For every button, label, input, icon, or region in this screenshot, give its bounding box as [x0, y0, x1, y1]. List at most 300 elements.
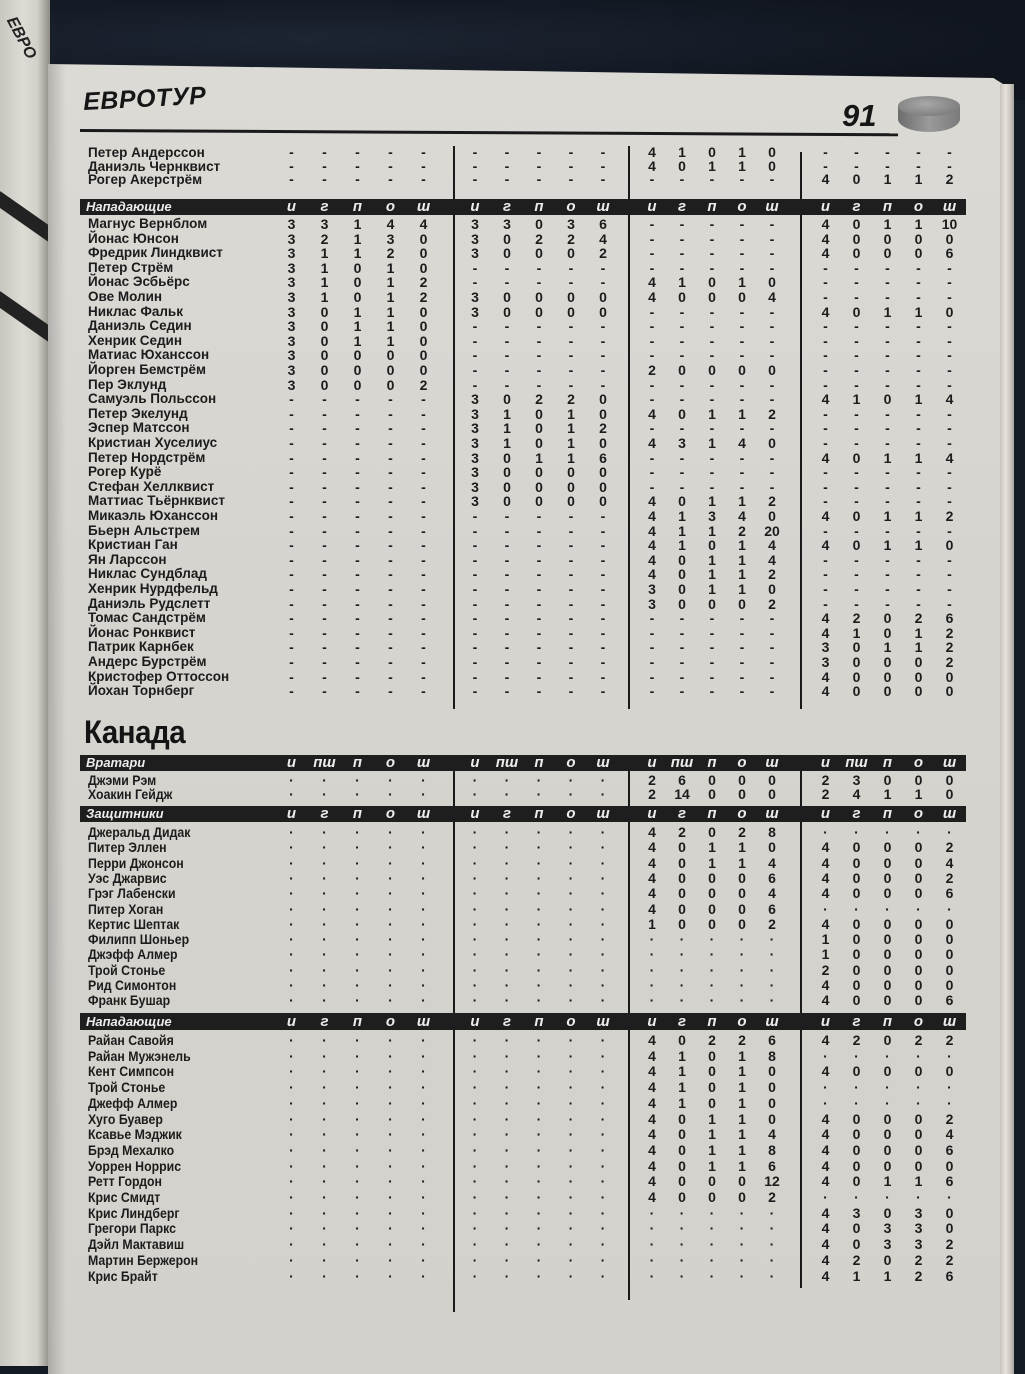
stat-value: 2 — [914, 1267, 923, 1284]
no-data-placeholder: · — [388, 1236, 393, 1253]
no-data-placeholder: · — [355, 931, 360, 948]
no-data-placeholder: · — [289, 839, 294, 856]
tournament-1-stats — [275, 978, 440, 993]
tournament-3-stats — [637, 825, 787, 840]
tournament-3-stats — [637, 902, 787, 917]
no-data-placeholder: · — [536, 1173, 542, 1190]
no-data-placeholder: · — [388, 824, 393, 840]
player-name: Бьерн Альстрем — [88, 522, 200, 538]
column-header: п — [534, 198, 544, 215]
column-header: о — [913, 1013, 924, 1030]
no-data-placeholder: - — [421, 144, 426, 160]
tournament-3-stats — [637, 1159, 787, 1175]
no-data-placeholder: - — [568, 537, 574, 554]
stat-value: 0 — [945, 1157, 954, 1174]
stat-value: 1 — [386, 318, 395, 335]
player-name: Кристиан Хуселиус — [88, 435, 218, 450]
no-data-placeholder: - — [388, 144, 393, 160]
stat-value: 0 — [883, 1032, 892, 1048]
stat-value: 0 — [883, 772, 892, 788]
stat-value: 4 — [648, 900, 656, 917]
stat-value: 0 — [386, 376, 395, 393]
no-data-placeholder: - — [421, 493, 426, 510]
stat-value: 0 — [419, 318, 428, 335]
no-data-placeholder: · — [289, 961, 294, 978]
no-data-placeholder: · — [739, 946, 745, 963]
no-data-placeholder: · — [600, 786, 606, 802]
no-data-placeholder: - — [289, 157, 294, 174]
stat-value: 0 — [567, 478, 575, 495]
no-data-placeholder: - — [289, 405, 294, 422]
tournament-1-stats — [275, 1112, 440, 1128]
no-data-placeholder: - — [947, 274, 952, 291]
no-data-placeholder: · — [421, 1189, 426, 1205]
tournament-3-stats — [637, 947, 787, 962]
no-data-placeholder: · — [388, 1141, 393, 1158]
no-data-placeholder: · — [536, 1267, 542, 1284]
tournament-3-stats — [637, 1206, 787, 1222]
tournament-2-stats — [459, 978, 619, 993]
no-data-placeholder: · — [388, 869, 393, 886]
no-data-placeholder: - — [568, 566, 574, 583]
no-data-placeholder: - — [536, 610, 542, 627]
no-data-placeholder: · — [600, 1047, 606, 1064]
stat-value: 0 — [503, 449, 511, 466]
no-data-placeholder: · — [504, 824, 510, 840]
tournament-4-stats — [810, 465, 965, 480]
column-header: г — [320, 198, 329, 215]
no-data-placeholder: - — [679, 216, 685, 232]
no-data-placeholder: · — [568, 1047, 574, 1064]
no-data-placeholder: - — [885, 259, 890, 276]
no-data-placeholder: · — [536, 931, 542, 948]
no-data-placeholder: · — [600, 1173, 606, 1190]
stat-value: 4 — [821, 171, 830, 187]
no-data-placeholder: · — [739, 992, 745, 1009]
tournament-1-stats — [275, 902, 440, 917]
stat-value: 1 — [738, 157, 746, 174]
tournament-1-stats — [275, 963, 440, 978]
no-data-placeholder: · — [649, 1204, 655, 1221]
no-data-placeholder: · — [504, 992, 510, 1009]
player-name: Хенрик Нурдфельд — [88, 581, 218, 596]
column-header: о — [566, 1013, 576, 1030]
player-row — [0, 787, 1025, 801]
tournament-4-stats — [810, 871, 965, 886]
no-data-placeholder: · — [421, 854, 426, 871]
column-header: и — [286, 1013, 297, 1030]
no-data-placeholder: · — [472, 992, 478, 1009]
tournament-2-stats — [459, 421, 619, 436]
stat-value: 3 — [914, 1220, 923, 1237]
tournament-4-stats — [810, 290, 965, 305]
stat-value: 0 — [914, 772, 923, 788]
no-data-placeholder: - — [823, 522, 828, 539]
stat-value: 2 — [945, 839, 954, 856]
tournament-2-stats — [459, 363, 619, 378]
no-data-placeholder: · — [421, 1204, 426, 1221]
no-data-placeholder: · — [536, 946, 542, 963]
stat-value: 0 — [567, 245, 575, 262]
no-data-placeholder: - — [769, 391, 775, 408]
no-data-placeholder: · — [322, 992, 327, 1009]
stat-value: 0 — [945, 537, 954, 554]
stat-value: 0 — [852, 449, 861, 466]
stat-value: 0 — [852, 1141, 861, 1158]
no-data-placeholder: · — [472, 839, 478, 856]
no-data-placeholder: - — [823, 376, 828, 393]
no-data-placeholder: - — [504, 566, 510, 583]
no-data-placeholder: · — [679, 992, 685, 1009]
stat-value: 0 — [883, 683, 892, 700]
column-header: о — [913, 805, 924, 822]
player-row — [0, 494, 1025, 509]
tournament-1-stats — [275, 787, 440, 801]
no-data-placeholder: · — [355, 977, 360, 993]
no-data-placeholder: - — [536, 274, 542, 291]
stat-value: 0 — [678, 566, 686, 583]
stat-value: 4 — [821, 610, 830, 627]
no-data-placeholder: · — [421, 1141, 426, 1158]
no-data-placeholder: · — [388, 915, 393, 932]
stat-value: 0 — [678, 493, 686, 510]
no-data-placeholder: · — [679, 931, 685, 948]
tournament-1-stats — [275, 465, 440, 480]
stat-value: 0 — [768, 1079, 776, 1096]
stat-value: 0 — [708, 869, 716, 886]
tournament-2-stats — [459, 1253, 619, 1269]
player-name: Джефф Алмер — [88, 1094, 178, 1111]
stat-value: 1 — [678, 144, 686, 160]
stat-value: 0 — [852, 1220, 861, 1237]
player-name: Маттиас Тьёрнквист — [88, 493, 225, 509]
stat-value: 0 — [708, 900, 716, 917]
no-data-placeholder: - — [600, 318, 606, 335]
stat-value: 0 — [852, 303, 861, 320]
no-data-placeholder: · — [388, 1063, 393, 1080]
column-header: п — [352, 1013, 363, 1030]
no-data-placeholder: · — [421, 869, 426, 886]
no-data-placeholder: - — [769, 245, 775, 262]
stat-value: 0 — [678, 900, 686, 917]
no-data-placeholder: · — [649, 931, 655, 948]
stat-value: 0 — [914, 1157, 923, 1174]
stat-value: 0 — [852, 1063, 861, 1080]
column-header: г — [502, 198, 511, 215]
tournament-2-stats — [459, 597, 619, 612]
player-name: Франк Бушар — [88, 992, 171, 1009]
tournament-1-stats — [275, 538, 440, 553]
no-data-placeholder: · — [355, 869, 360, 886]
no-data-placeholder: · — [289, 1110, 294, 1127]
player-row — [0, 246, 1025, 261]
no-data-placeholder: - — [536, 566, 542, 583]
no-data-placeholder: - — [536, 332, 542, 349]
no-data-placeholder: - — [289, 464, 294, 481]
no-data-placeholder: - — [355, 566, 360, 583]
column-header: ш — [416, 1013, 431, 1030]
no-data-placeholder: - — [504, 624, 510, 641]
no-data-placeholder: · — [600, 1032, 606, 1048]
no-data-placeholder: · — [600, 977, 606, 993]
no-data-placeholder: - — [322, 144, 327, 160]
player-row — [0, 217, 1025, 232]
no-data-placeholder: - — [885, 376, 890, 393]
no-data-placeholder: · — [536, 854, 542, 871]
no-data-placeholder: · — [709, 1220, 715, 1237]
stat-value: 6 — [768, 1157, 776, 1174]
stat-value: 0 — [503, 478, 511, 495]
column-header: о — [913, 198, 924, 215]
tournament-1-stats — [275, 275, 440, 290]
stat-value: 1 — [353, 245, 362, 262]
stat-value: 0 — [708, 1079, 716, 1096]
stat-value: 12 — [764, 1173, 780, 1190]
column-header: о — [737, 805, 747, 822]
no-data-placeholder: · — [649, 946, 655, 963]
tournament-1-stats — [275, 1190, 440, 1206]
no-data-placeholder: · — [769, 1220, 775, 1237]
player-row — [0, 334, 1025, 349]
no-data-placeholder: · — [289, 946, 294, 963]
no-data-placeholder: - — [885, 318, 890, 335]
no-data-placeholder: - — [709, 230, 715, 247]
no-data-placeholder: - — [322, 537, 327, 554]
column-header: и — [820, 198, 831, 215]
no-data-placeholder: · — [388, 839, 393, 856]
no-data-placeholder: · — [388, 1220, 393, 1237]
tournament-2-stats — [459, 275, 619, 290]
stat-value: 1 — [386, 303, 395, 320]
tournament-3-stats — [637, 655, 787, 670]
player-row — [0, 348, 1025, 363]
no-data-placeholder: - — [885, 274, 890, 291]
tournament-2-stats — [459, 963, 619, 978]
stat-value: 1 — [320, 245, 329, 262]
stat-value: 1 — [738, 1110, 746, 1127]
tournament-2-stats — [459, 947, 619, 962]
tournament-1-stats — [275, 917, 440, 932]
no-data-placeholder: · — [355, 915, 360, 932]
no-data-placeholder: · — [322, 1110, 327, 1127]
no-data-placeholder: - — [885, 464, 890, 481]
no-data-placeholder: · — [388, 772, 393, 788]
tournament-1-stats — [275, 436, 440, 451]
no-data-placeholder: - — [769, 318, 775, 335]
player-name: Матиас Юханссон — [88, 347, 210, 363]
player-name: Трой Стонье — [88, 1079, 166, 1096]
no-data-placeholder: · — [536, 1157, 542, 1174]
tournament-4-stats — [810, 1096, 965, 1112]
stat-value: 3 — [287, 376, 296, 393]
tournament-3-stats — [637, 173, 787, 187]
no-data-placeholder: - — [709, 171, 715, 187]
no-data-placeholder: - — [709, 420, 715, 437]
stat-value: 4 — [648, 551, 656, 568]
stat-value: 4 — [768, 289, 776, 305]
stat-value: 2 — [768, 915, 776, 932]
no-data-placeholder: · — [504, 1110, 510, 1127]
stat-value: 4 — [648, 157, 656, 174]
no-data-placeholder: - — [536, 376, 542, 393]
tournament-1-stats — [275, 655, 440, 670]
column-header: п — [882, 805, 893, 822]
stat-value: 0 — [852, 992, 861, 1009]
no-data-placeholder: - — [649, 318, 655, 335]
no-data-placeholder: · — [355, 1267, 360, 1284]
stat-value: 4 — [821, 624, 830, 641]
no-data-placeholder: - — [823, 259, 828, 276]
no-data-placeholder: - — [947, 362, 952, 378]
no-data-placeholder: - — [322, 478, 327, 495]
tournament-4-stats — [810, 773, 965, 787]
no-data-placeholder: · — [854, 1189, 859, 1205]
stat-value: 1 — [708, 1126, 716, 1143]
stat-value: 0 — [738, 885, 746, 902]
no-data-placeholder: · — [322, 1204, 327, 1221]
no-data-placeholder: - — [289, 551, 294, 568]
no-data-placeholder: · — [823, 1047, 828, 1064]
no-data-placeholder: · — [289, 1267, 294, 1284]
stat-value: 1 — [567, 405, 575, 422]
no-data-placeholder: - — [885, 157, 890, 174]
tournament-2-stats — [459, 1174, 619, 1190]
no-data-placeholder: · — [600, 900, 606, 917]
column-header: п — [707, 198, 717, 215]
stat-value: 6 — [945, 992, 954, 1009]
no-data-placeholder: - — [600, 332, 606, 349]
no-data-placeholder: · — [472, 1251, 478, 1268]
no-data-placeholder: · — [600, 1157, 606, 1174]
stat-value: 3 — [678, 435, 686, 451]
tournament-4-stats — [810, 670, 965, 685]
no-data-placeholder: - — [600, 362, 606, 378]
player-row — [0, 421, 1025, 436]
stat-value: 4 — [648, 1079, 656, 1096]
no-data-placeholder: · — [355, 1094, 360, 1111]
player-name: Ове Молин — [88, 289, 163, 304]
tournament-3-stats — [637, 1127, 787, 1143]
no-data-placeholder: - — [854, 493, 859, 510]
stat-value: 0 — [852, 1173, 861, 1190]
no-data-placeholder: - — [472, 274, 478, 291]
no-data-placeholder: - — [472, 551, 478, 568]
stat-value: 2 — [768, 405, 776, 422]
no-data-placeholder: · — [916, 824, 921, 840]
stat-value: 4 — [945, 391, 954, 408]
tournament-4-stats — [810, 1159, 965, 1175]
column-header: п — [534, 1013, 544, 1030]
tournament-1-stats — [275, 1064, 440, 1080]
tournament-1-stats — [275, 421, 440, 436]
column-header: и — [286, 805, 297, 822]
player-row — [0, 886, 1025, 901]
no-data-placeholder: · — [709, 1236, 715, 1253]
no-data-placeholder: - — [289, 639, 294, 656]
no-data-placeholder: · — [649, 992, 655, 1009]
stat-value: 0 — [768, 435, 776, 451]
no-data-placeholder: - — [289, 683, 294, 700]
stat-value: 1 — [883, 1173, 892, 1190]
tournament-3-stats — [637, 451, 787, 466]
player-name: Джэфф Алмер — [88, 946, 178, 963]
no-data-placeholder: · — [289, 1204, 294, 1221]
no-data-placeholder: - — [854, 420, 859, 437]
stat-value: 1 — [708, 1141, 716, 1158]
tournament-3-stats — [637, 886, 787, 901]
no-data-placeholder: - — [568, 157, 574, 174]
column-header: ш — [596, 805, 610, 822]
no-data-placeholder: - — [421, 654, 426, 670]
no-data-placeholder: - — [421, 508, 426, 524]
tournament-3-column-headers — [637, 806, 787, 822]
no-data-placeholder: · — [504, 961, 510, 978]
stat-value: 2 — [945, 654, 954, 670]
tournament-3-stats — [637, 917, 787, 932]
stat-value: 1 — [883, 537, 892, 554]
stat-value: 3 — [287, 289, 296, 305]
stat-value: 4 — [852, 786, 861, 802]
no-data-placeholder: · — [679, 1251, 685, 1268]
no-data-placeholder: - — [947, 478, 952, 495]
stat-value: 1 — [708, 839, 716, 856]
no-data-placeholder: · — [568, 1220, 574, 1237]
stat-value: 0 — [883, 245, 892, 262]
no-data-placeholder: · — [322, 772, 327, 788]
no-data-placeholder: · — [679, 1236, 685, 1253]
player-name: Ксавье Мэджик — [88, 1126, 182, 1143]
no-data-placeholder: - — [769, 230, 775, 247]
tournament-4-stats — [810, 509, 965, 524]
no-data-placeholder: - — [472, 581, 478, 597]
no-data-placeholder: - — [649, 420, 655, 437]
stat-value: 1 — [738, 854, 746, 871]
stat-value: 0 — [386, 362, 395, 378]
player-row — [0, 856, 1025, 871]
no-data-placeholder: - — [355, 420, 360, 437]
tournament-1-stats — [275, 290, 440, 305]
no-data-placeholder: · — [600, 1126, 606, 1143]
no-data-placeholder: · — [472, 1079, 478, 1096]
no-data-placeholder: - — [600, 347, 606, 364]
tournament-1-stats — [275, 932, 440, 947]
no-data-placeholder: · — [600, 961, 606, 978]
stat-value: 1 — [386, 274, 395, 291]
stat-value: 0 — [708, 885, 716, 902]
stat-value: 0 — [353, 376, 362, 393]
stat-value: 1 — [738, 274, 746, 291]
tournament-3-stats — [637, 856, 787, 871]
no-data-placeholder: · — [289, 1079, 294, 1096]
column-header: г — [852, 805, 861, 822]
stat-value: 1 — [386, 289, 395, 305]
stat-value: 3 — [471, 245, 479, 262]
player-row — [0, 146, 1025, 160]
no-data-placeholder: · — [600, 992, 606, 1009]
stat-value: 4 — [648, 824, 656, 840]
tournament-4-stats — [810, 232, 965, 247]
no-data-placeholder: - — [536, 522, 542, 539]
stat-value: 1 — [883, 1267, 892, 1284]
player-row — [0, 655, 1025, 670]
no-data-placeholder: · — [504, 1032, 510, 1048]
no-data-placeholder: · — [421, 1267, 426, 1284]
tournament-2-stats — [459, 524, 619, 539]
no-data-placeholder: - — [600, 683, 606, 700]
no-data-placeholder: · — [568, 915, 574, 932]
no-data-placeholder: - — [355, 610, 360, 627]
stat-value: 1 — [852, 391, 861, 408]
